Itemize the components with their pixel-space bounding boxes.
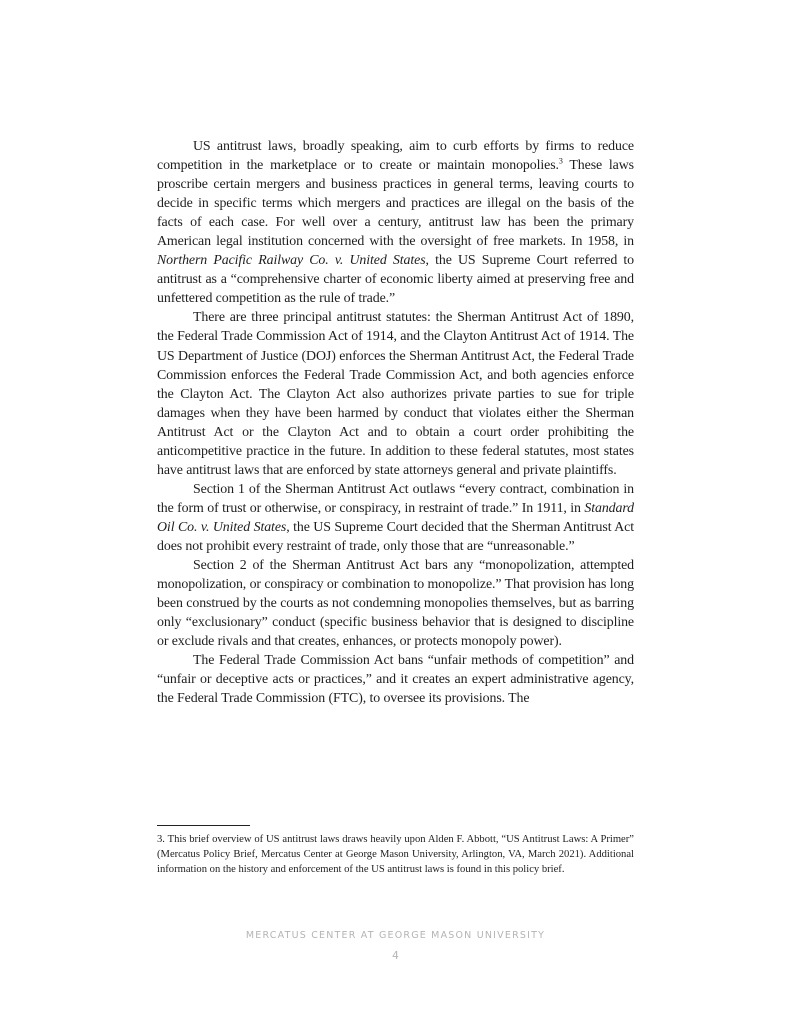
body-text bbox=[157, 137, 634, 708]
footer-organization: MERCATUS CENTER AT GEORGE MASON UNIVERSITY bbox=[245, 930, 546, 941]
footnote-divider bbox=[157, 825, 250, 826]
paragraph-text: , the US Supreme Court decided that the Sherman Antitrust Act does not prohibit every restraint of trade, only those that are “unreasonable.” bbox=[157, 519, 634, 554]
case-citation: Standard Oil Co. v. United States bbox=[157, 500, 634, 535]
case-citation: Northern Pacific Railway Co. v. United States bbox=[157, 253, 426, 269]
paragraph-text: US antitrust laws, broadly speaking, aim to curb efforts by firms to reduce competition in the marketplace or to create or maintain monopolies. bbox=[157, 139, 634, 174]
paragraph-text: , the US Supreme Court referred to antitrust as a “comprehensive charter of economic liberty aimed at preserving free and unfettered competition as the rule of trade.” bbox=[157, 253, 634, 307]
paragraph-text: Section 1 of the Sherman Antitrust Act outlaws “every contract, combination in the form of trust or otherwise, or conspiracy, in restraint of trade.” In 1911, in bbox=[157, 481, 634, 516]
paragraph: The Federal Trade Commission Act bans “unfair methods of competition” and “unfair or deceptive acts or practices,” and it creates an expert administrative agency, the Federal Trade Commission (FTC), to oversee its provisions. The bbox=[157, 653, 634, 707]
page-number: 4 bbox=[392, 950, 399, 962]
paragraph bbox=[157, 137, 634, 308]
paragraph bbox=[157, 480, 634, 556]
paragraph: There are three principal antitrust statutes: the Sherman Antitrust Act of 1890, the Federal Trade Commission Act of 1914, and the Clayton Antitrust Act of 1914. The US Department of Justice (DOJ) enforces the Sherman Antitrust Act, the Federal Trade Commission enforces the Federal Trade Commission Act, and both agencies enforce the Clayton Act. The Clayton Act also authorizes private parties to sue for triple damages when they have been harmed by conduct that violates either the Sherman Antitrust Act or the Clayton Act and to obtain a court order prohibiting the anticompetitive practice in the future. In addition to these federal statutes, most states have antitrust laws that are enforced by state attorneys general and private plaintiffs. bbox=[157, 310, 634, 478]
paragraph: Section 2 of the Sherman Antitrust Act bars any “monopolization, attempted monopolization, or conspiracy or combination to monopolize.” That provision has long been construed by the courts as not condemning monopolies themselves, but as barring only “exclusionary” conduct (specific business behavior that is designed to discipline or exclude rivals and that creates, enhances, or protects monopoly power). bbox=[157, 558, 634, 650]
paragraph-text: These laws proscribe certain mergers and business practices in general terms, leaving courts to decide in specific terms which mergers and practices are illegal on the basis of the facts of each case. For well over a century, antitrust law has been the primary American legal institution concerned with the oversight of free markets. In 1958, in bbox=[157, 158, 634, 250]
footnote-reference[interactable]: 3 bbox=[558, 156, 563, 166]
footnote: 3. This brief overview of US antitrust laws draws heavily upon Alden F. Abbott, “US Antitrust Laws: A Primer” (Mercatus Policy Brief, Mercatus Center at George Mason University, Arlington, VA, March 2021). Additional information on the history and enforcement of the US antitrust laws is found in this policy brief. bbox=[157, 834, 634, 876]
